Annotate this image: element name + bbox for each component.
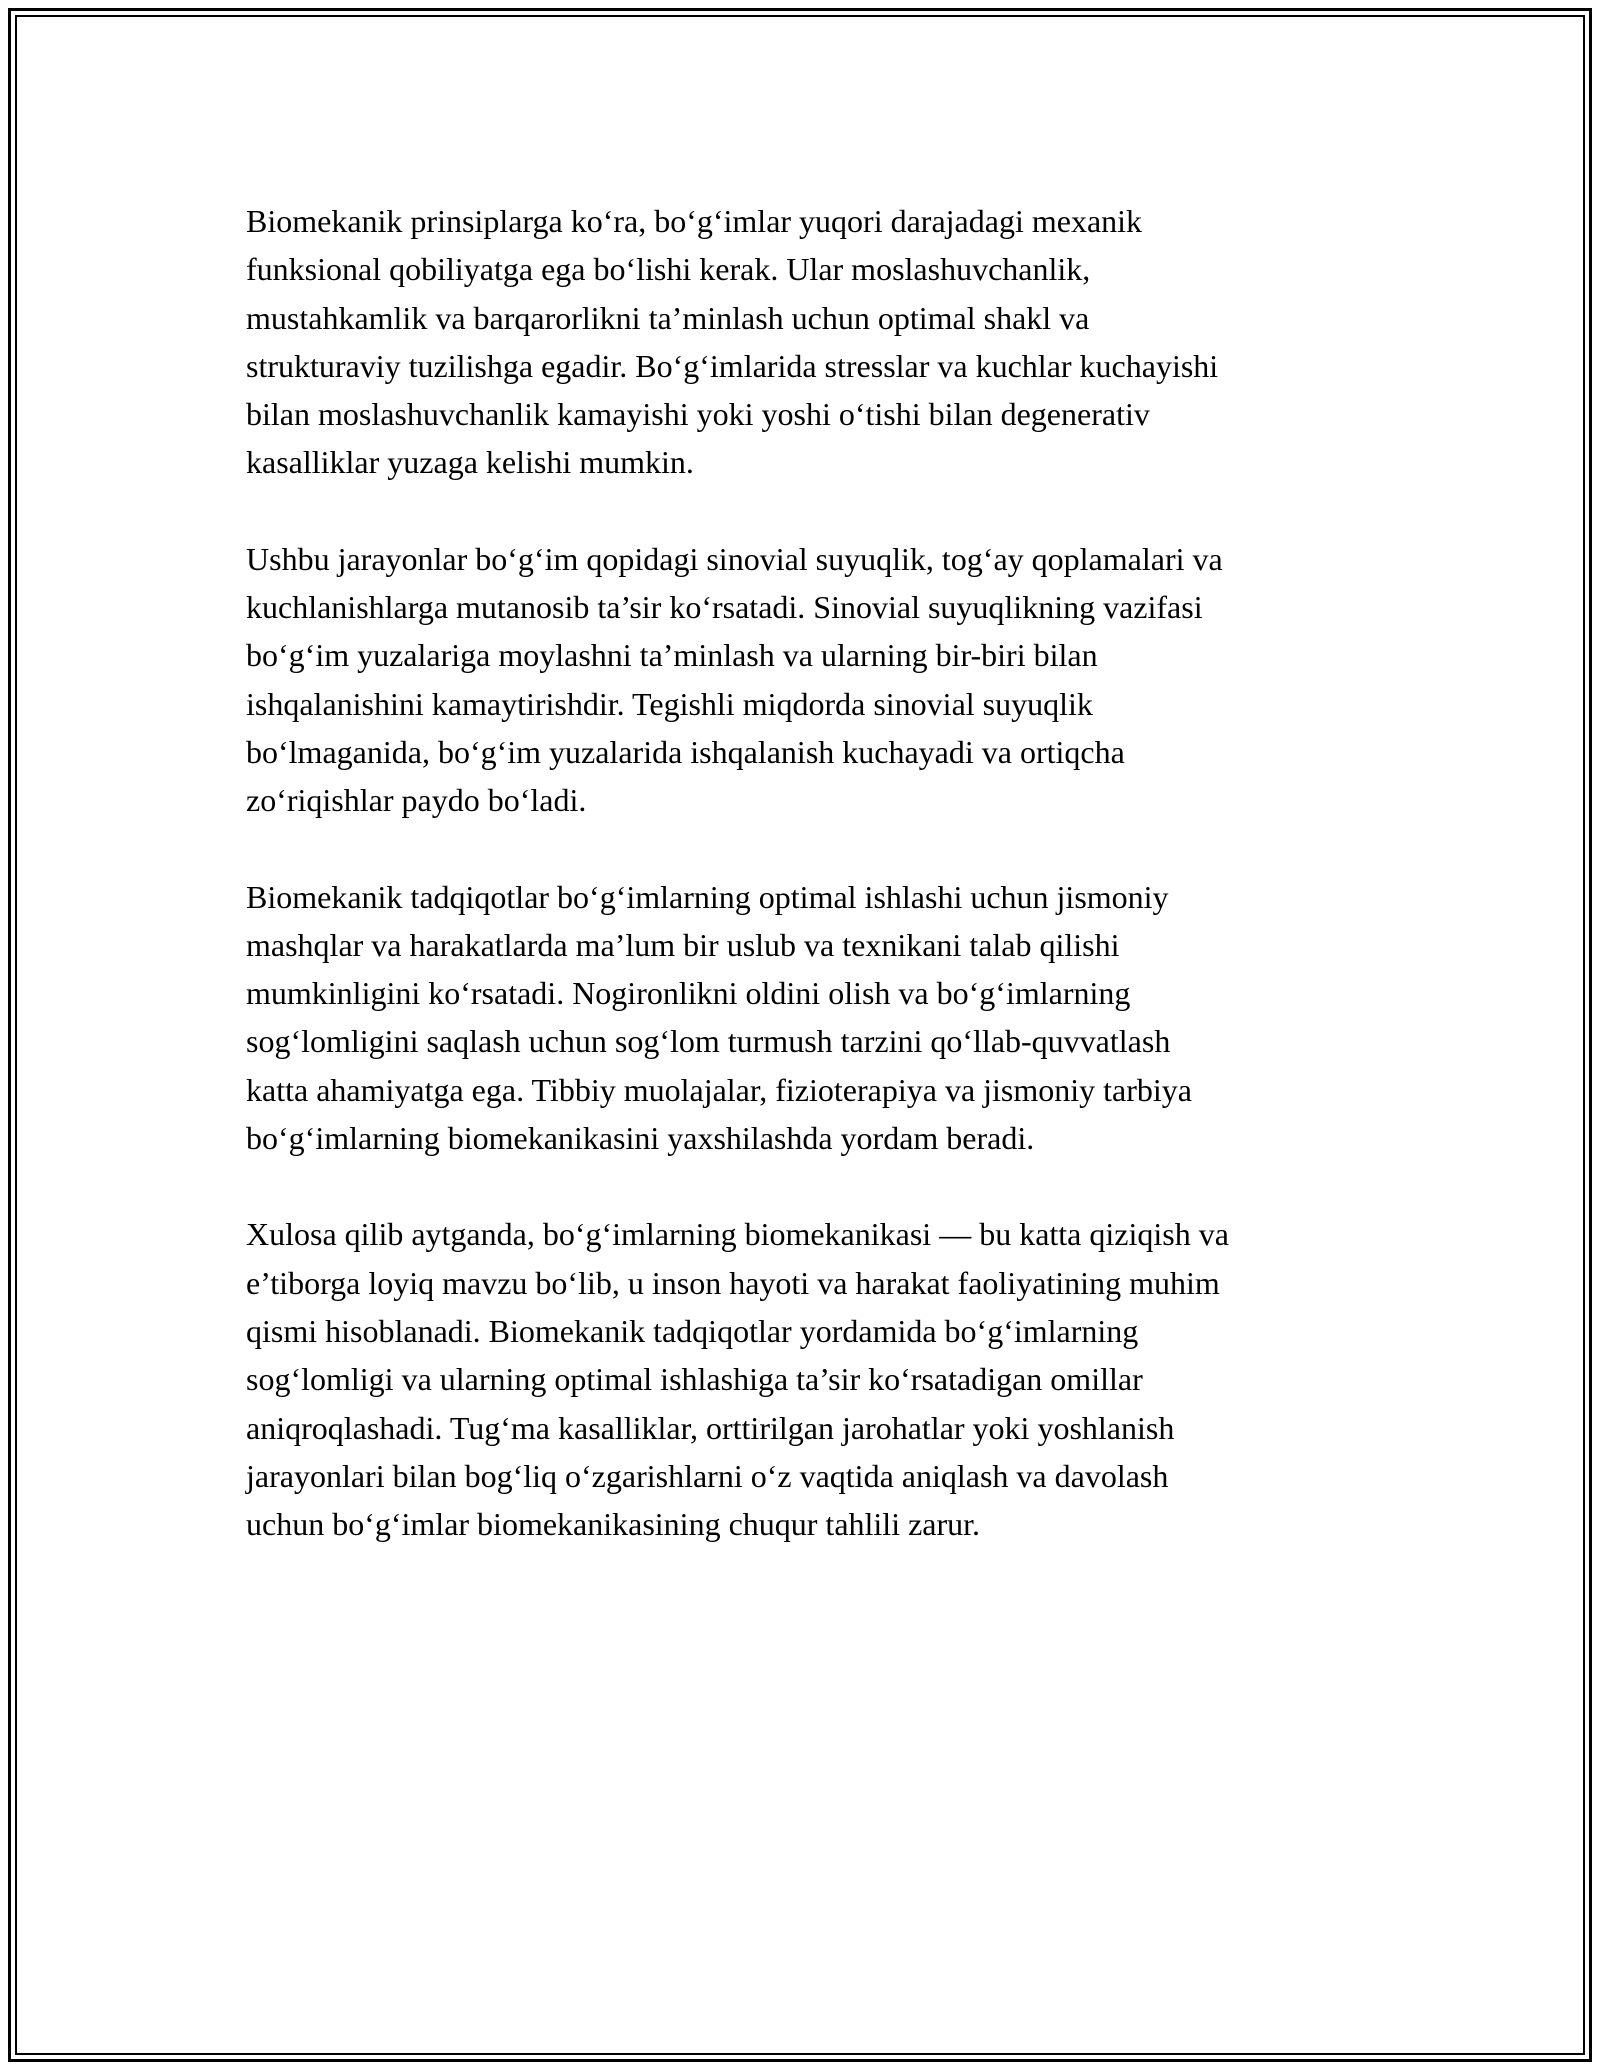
paragraph-2: Ushbu jarayonlar bo‘g‘im qopidagi sinovial suyuqlik, tog‘ay qoplamalari va kuchlanishlarga mutanosib ta’sir ko‘rsatadi. Sinovial suyuqlikning vazifasi bo‘g‘im yuzalariga moylashni ta’minlash va ularning bir-biri bilan ishqalanishini kamaytirishdir. Tegishli miqdorda sinovial suyuqlik bo‘lmaganida, bo‘g‘im yuzalarida ishqalanish kuchayadi va ortiqcha zo‘riqishlar paydo bo‘ladi. [246, 540, 1223, 819]
paragraph-3: Biomekanik tadqiqotlar bo‘g‘imlarning optimal ishlashi uchun jismoniy mashqlar va harakatlarda ma’lum bir uslub va texnikani talab qilishi mumkinligini ko‘rsatadi. Nogironlikni oldini olish va bo‘g‘imlarning sog‘lomligini saqlash uchun sog‘lom turmush tarzini qo‘llab-quvvatlash katta ahamiyatga ega. Tibbiy muolajalar, fizioterapiya va jismoniy tarbiya bo‘g‘imlarning biomekanikasini yaxshilashda yordam beradi. [246, 878, 1192, 1157]
page-border [8, 8, 1592, 2062]
paragraph-1: Biomekanik prinsiplarga ko‘ra, bo‘g‘imlar yuqori darajadagi mexanik funksional qobiliyatga ega bo‘lishi kerak. Ular moslashuvchanlik, mustahkamlik va barqarorlikni ta’minlash uchun optimal shakl va strukturaviy tuzilishga egadir. Bo‘g‘imlarida stresslar va kuchlar kuchayishi bilan moslashuvchanlik kamayishi yoki yoshi o‘tishi bilan degenerativ kasalliklar yuzaga kelishi mumkin. [246, 203, 1219, 481]
paragraph-4: Xulosa qilib aytganda, bo‘g‘imlarning biomekanikasi — bu katta qiziqish va e’tiborga loyiq mavzu bo‘lib, u inson hayoti va harakat faoliyatining muhim qismi hisoblanadi. Biomekanik tadqiqotlar yordamida bo‘g‘imlarning sog‘lomligi va ularning optimal ishlashiga ta’sir ko‘rsatadigan omillar aniqroqlashadi. Tug‘ma kasalliklar, orttirilgan jarohatlar yoki yoshlanish jarayonlari bilan bog‘liq o‘zgarishlarni o‘z vaqtida aniqlash va davolash uchun bo‘g‘imlar biomekanikasining chuqur tahlili zarur. [246, 1216, 1229, 1543]
document-body [246, 197, 1396, 1596]
